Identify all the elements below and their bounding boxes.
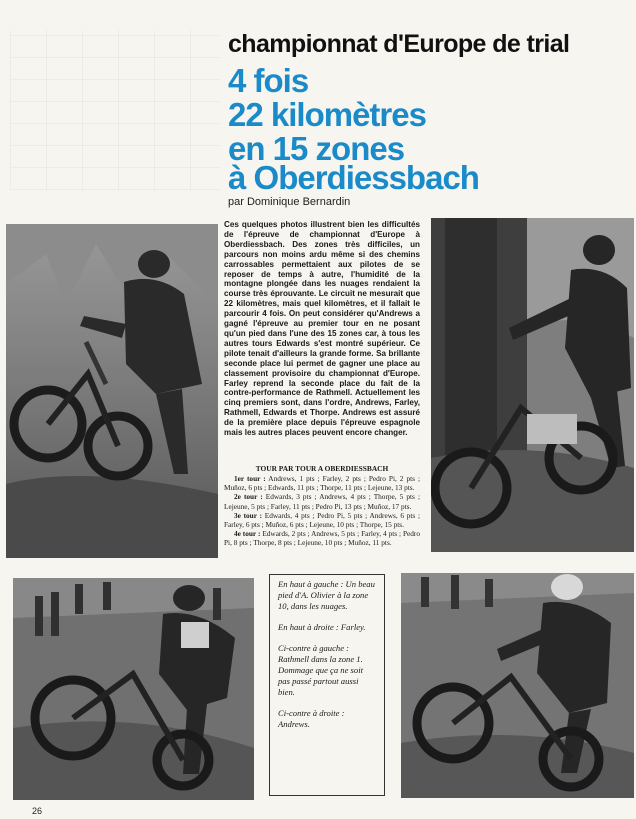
- bleed-through-texture: [10, 30, 220, 190]
- photo-bottom-right: [401, 573, 634, 798]
- headline-line-1: 4 fois: [228, 62, 309, 99]
- tour-result-1: [224, 474, 420, 492]
- tour-text: Andrews, 1 pts ; Farley, 2 pts ; Pedro Pi, 2 pts ; Muñoz, 6 pts ; Edwards, 11 pts ; Thorpe, 11 pts ; Lejeune, 13 pts.: [224, 474, 421, 493]
- article-body: Ces quelques photos illustrent bien les difficultés de l'épreuve de championnat d'Europe à Oberdiessbach. Des zones très difficiles, un parcours non moins ardu même si des chemins carrossables permettaient aux pilotes de se reposer de temps à autre, l'humidité de la montagne plongée dans les nuages rendaient la course très éprouvante. Le circuit ne mesurait que 22 kilomètres, mais quel kilomètres, et il fallait le parcourir 4 fois. On peut considérer qu'Andrews a gagné l'épreuve au premier tour en ne posant qu'un pied dans l'une des 15 zones car, à tous les autres tours Edwards s'est montré supérieur. Ce pilote tenait d'ailleurs la grande forme. Sa brillante seconde place lui permet de gagner une place au classement provisoire du championnat d'Europe. Farley reprend la seconde place du fait de la contre-performance de Rathmell. Actuellement les cinq premiers sont, dans l'ordre, Andrews, Farley, Rathmell, Edwards et Thorpe. Andrews est assuré de la première place depuis l'épreuve espagnole mais les autres places peuvent encore changer.: [224, 220, 420, 438]
- headline-line-2: 22 kilomètres: [228, 96, 426, 133]
- byline: par Dominique Bernardin: [228, 196, 351, 208]
- caption-top-left: En haut à gauche : Un beau pied d'A. Olivier à la zone 10, dans les nuages.: [278, 579, 375, 611]
- caption-bottom-right: Ci-contre à droite : Andrews.: [278, 708, 345, 729]
- article-kicker: championnat d'Europe de trial: [228, 30, 570, 58]
- tour-label: 2e tour :: [234, 492, 263, 502]
- tour-result-2: [224, 492, 420, 510]
- caption-bottom-left: Ci-contre à gauche : Rathmell dans la zone 1. Dommage que ça ne soit pas passé partout aussi bien.: [278, 643, 363, 697]
- headline-line-4: à Oberdiessbach: [228, 159, 479, 196]
- photo-captions-box: [269, 574, 385, 796]
- caption-top-right: En haut à droite : Farley.: [278, 622, 366, 632]
- headline-line-3: en 15 zones: [228, 130, 405, 167]
- tour-result-4: [224, 529, 420, 547]
- tour-text: Edwards, 3 pts ; Andrews, 4 pts ; Thorpe, 5 pts ; Lejeune, 5 pts ; Farley, 11 pts ; Pedro Pi, 13 pts ; Muñoz, 17 pts.: [224, 492, 420, 511]
- tour-label: 3e tour :: [234, 510, 262, 520]
- tour-text: Edwards, 2 pts ; Andrews, 5 pts ; Farley, 4 pts ; Pedro Pi, 8 pts ; Thorpe, 8 pts ; Lejeune, 10 pts ; Muñoz, 11 pts.: [224, 529, 420, 548]
- photo-top-right: [431, 218, 634, 552]
- photo-bottom-left: [13, 578, 254, 800]
- photo-top-left: [6, 224, 218, 558]
- tour-result-3: [224, 511, 420, 529]
- tour-label: 1er tour :: [234, 474, 266, 483]
- tour-section-heading: TOUR PAR TOUR A OBERDIESSBACH: [255, 464, 389, 473]
- tour-text: Edwards, 4 pts ; Pedro Pi, 5 pts ; Andrews, 6 pts ; Farley, 6 pts ; Muñoz, 6 pts ; Lejeune, 10 pts ; Thorpe, 15 pts.: [224, 510, 420, 530]
- tour-label: 4e tour :: [234, 529, 261, 539]
- tour-results-list: [224, 474, 420, 548]
- page-number: 26: [32, 806, 43, 816]
